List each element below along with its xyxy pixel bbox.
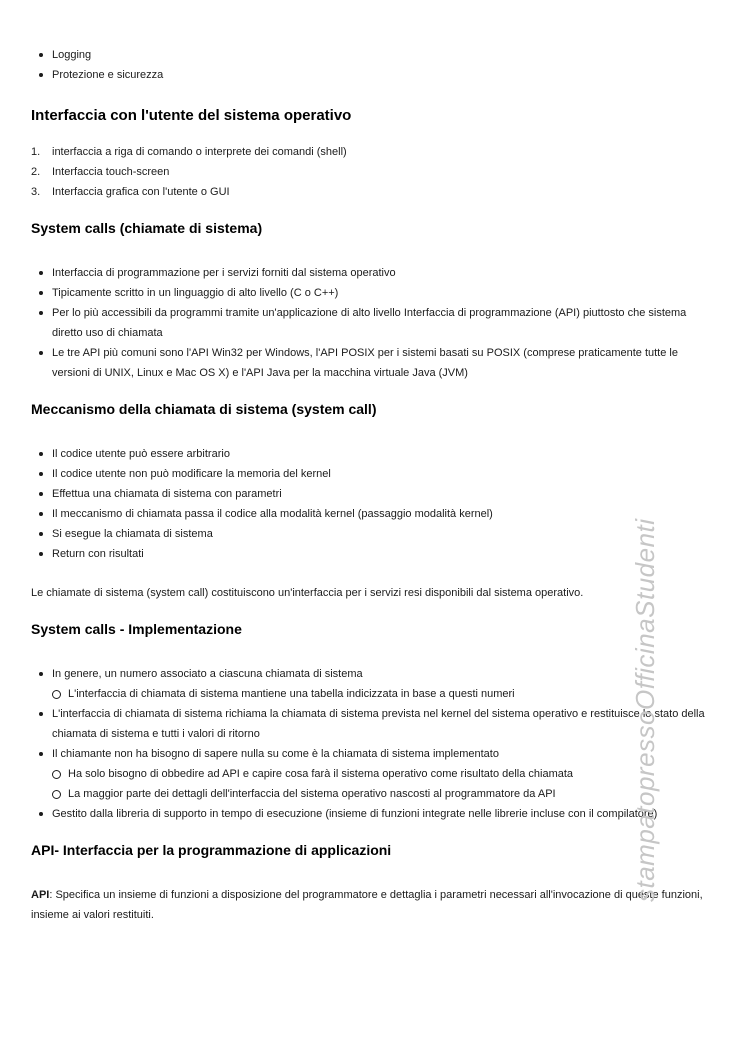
list-item	[31, 263, 716, 283]
list-item-text: Protezione e sicurezza	[52, 69, 164, 81]
bullet-icon	[39, 712, 43, 716]
list-item	[31, 704, 716, 744]
heading-interfaccia-utente: Interfaccia con l'utente del sistema operativo	[31, 107, 352, 124]
heading-system-calls: System calls (chiamate di sistema)	[31, 220, 263, 236]
list-item	[31, 464, 716, 484]
list-item	[31, 162, 716, 182]
list-item	[31, 804, 716, 824]
bullet-icon	[39, 532, 43, 536]
list-number: 2.	[31, 166, 41, 178]
list-item-text: Il meccanismo di chiamata passa il codice alla modalità kernel (passaggio modalità kernel)	[52, 508, 493, 520]
bullet-icon	[39, 492, 43, 496]
bullet-icon	[39, 512, 43, 516]
bullet-icon	[39, 552, 43, 556]
list-item	[31, 343, 716, 383]
list-item	[31, 504, 716, 524]
bullet-icon	[39, 752, 43, 756]
watermark-text: stampatopressoOfficinaStudenti	[630, 518, 660, 902]
heading-meccanismo-chiamata: Meccanismo della chiamata di sistema (system call)	[31, 401, 377, 417]
heading-implementazione: System calls - Implementazione	[31, 621, 242, 637]
list-item-text: Il chiamante non ha bisogno di sapere nulla su come è la chiamata di sistema implementato	[52, 748, 499, 760]
list-item	[31, 544, 716, 564]
list-item-text: Si esegue la chiamata di sistema	[52, 528, 213, 540]
list-item	[31, 444, 716, 464]
list-item-text: Il codice utente può essere arbitrario	[52, 448, 230, 460]
system-calls-bullet-list	[31, 263, 716, 383]
list-item-text: Tipicamente scritto in un linguaggio di alto livello (C o C++)	[52, 287, 339, 299]
list-number: 3.	[31, 186, 41, 198]
bullet-icon	[39, 53, 43, 57]
list-item-text: In genere, un numero associato a ciascuna chiamata di sistema	[52, 668, 363, 680]
list-item-text: Le tre API più comuni sono l'API Win32 per Windows, l'API POSIX per i sistemi basati su POSIX (comprese praticamente tutte le versioni di UNIX, Linux e Mac OS X) e l'API Java per la macchina virtuale Java (JVM)	[52, 347, 678, 379]
list-item-text: Logging	[52, 49, 92, 61]
list-item-text: interfaccia a riga di comando o interprete dei comandi (shell)	[52, 146, 347, 158]
bullet-icon	[39, 351, 43, 355]
list-item	[31, 524, 716, 544]
list-item-text: Return con risultati	[52, 548, 144, 560]
list-item-text: L'interfaccia di chiamata di sistema richiama la chiamata di sistema prevista nel kernel del sistema operativo e restituisce lo stato della chiamata di sistema e tutti i valori di ritorno	[52, 708, 705, 740]
list-item-text: Per lo più accessibili da programmi tramite un'applicazione di alto livello Interfaccia di programmazione (API) piuttosto che sistema diretto uso di chiamata	[52, 307, 687, 339]
implementazione-bullet-list	[31, 664, 716, 824]
list-item	[31, 283, 716, 303]
paragraph-system-call-summary: Le chiamate di sistema (system call) costituiscono un'interfaccia per i servizi resi disponibili dal sistema operativo.	[31, 587, 584, 599]
list-item-text: L'interfaccia di chiamata di sistema mantiene una tabella indicizzata in base a questi numeri	[68, 688, 515, 700]
heading-api: API- Interfaccia per la programmazione di applicazioni	[31, 842, 392, 858]
list-item-text: Il codice utente non può modificare la memoria del kernel	[52, 468, 331, 480]
bullet-icon	[39, 311, 43, 315]
bullet-icon	[39, 812, 43, 816]
list-item-text: La maggior parte dei dettagli dell'interfaccia del sistema operativo nascosti al programmatore da API	[68, 788, 556, 800]
intro-bullet-list	[31, 45, 716, 85]
list-item-text: Interfaccia di programmazione per i servizi forniti dal sistema operativo	[52, 267, 396, 279]
numbered-list	[31, 142, 716, 202]
api-bold-lead: API	[31, 889, 50, 901]
list-item	[31, 664, 716, 684]
paragraph-api-definition	[31, 885, 716, 925]
bullet-icon	[39, 291, 43, 295]
list-item	[31, 303, 716, 343]
list-item	[31, 142, 716, 162]
api-definition-text: : Specifica un insieme di funzioni a disposizione del programmatore e dettaglia i parametri necessari all'invocazione di queste funzioni, insieme ai valori restituiti.	[31, 889, 703, 921]
meccanismo-bullet-list	[31, 444, 716, 564]
bullet-icon	[39, 672, 43, 676]
list-item	[31, 744, 716, 764]
bullet-icon	[39, 271, 43, 275]
list-item-text: Effettua una chiamata di sistema con parametri	[52, 488, 282, 500]
list-item-text: Gestito dalla libreria di supporto in tempo di esecuzione (insieme di funzioni integrate nelle librerie incluse con il compilatore)	[52, 808, 658, 820]
bullet-icon	[39, 472, 43, 476]
list-item-sub	[31, 684, 716, 704]
hollow-bullet-icon	[52, 770, 61, 779]
bullet-icon	[39, 73, 43, 77]
list-item	[31, 484, 716, 504]
bullet-icon	[39, 452, 43, 456]
list-item-text: Interfaccia grafica con l'utente o GUI	[52, 186, 230, 198]
hollow-bullet-icon	[52, 690, 61, 699]
list-item	[31, 182, 716, 202]
list-item-sub	[31, 764, 716, 784]
list-number: 1.	[31, 146, 41, 158]
list-item	[31, 45, 716, 65]
list-item-text: Interfaccia touch-screen	[52, 166, 170, 178]
list-item-text: Ha solo bisogno di obbedire ad API e capire cosa farà il sistema operativo come risultato della chiamata	[68, 768, 574, 780]
hollow-bullet-icon	[52, 790, 61, 799]
list-item	[31, 65, 716, 85]
list-item-sub	[31, 784, 716, 804]
